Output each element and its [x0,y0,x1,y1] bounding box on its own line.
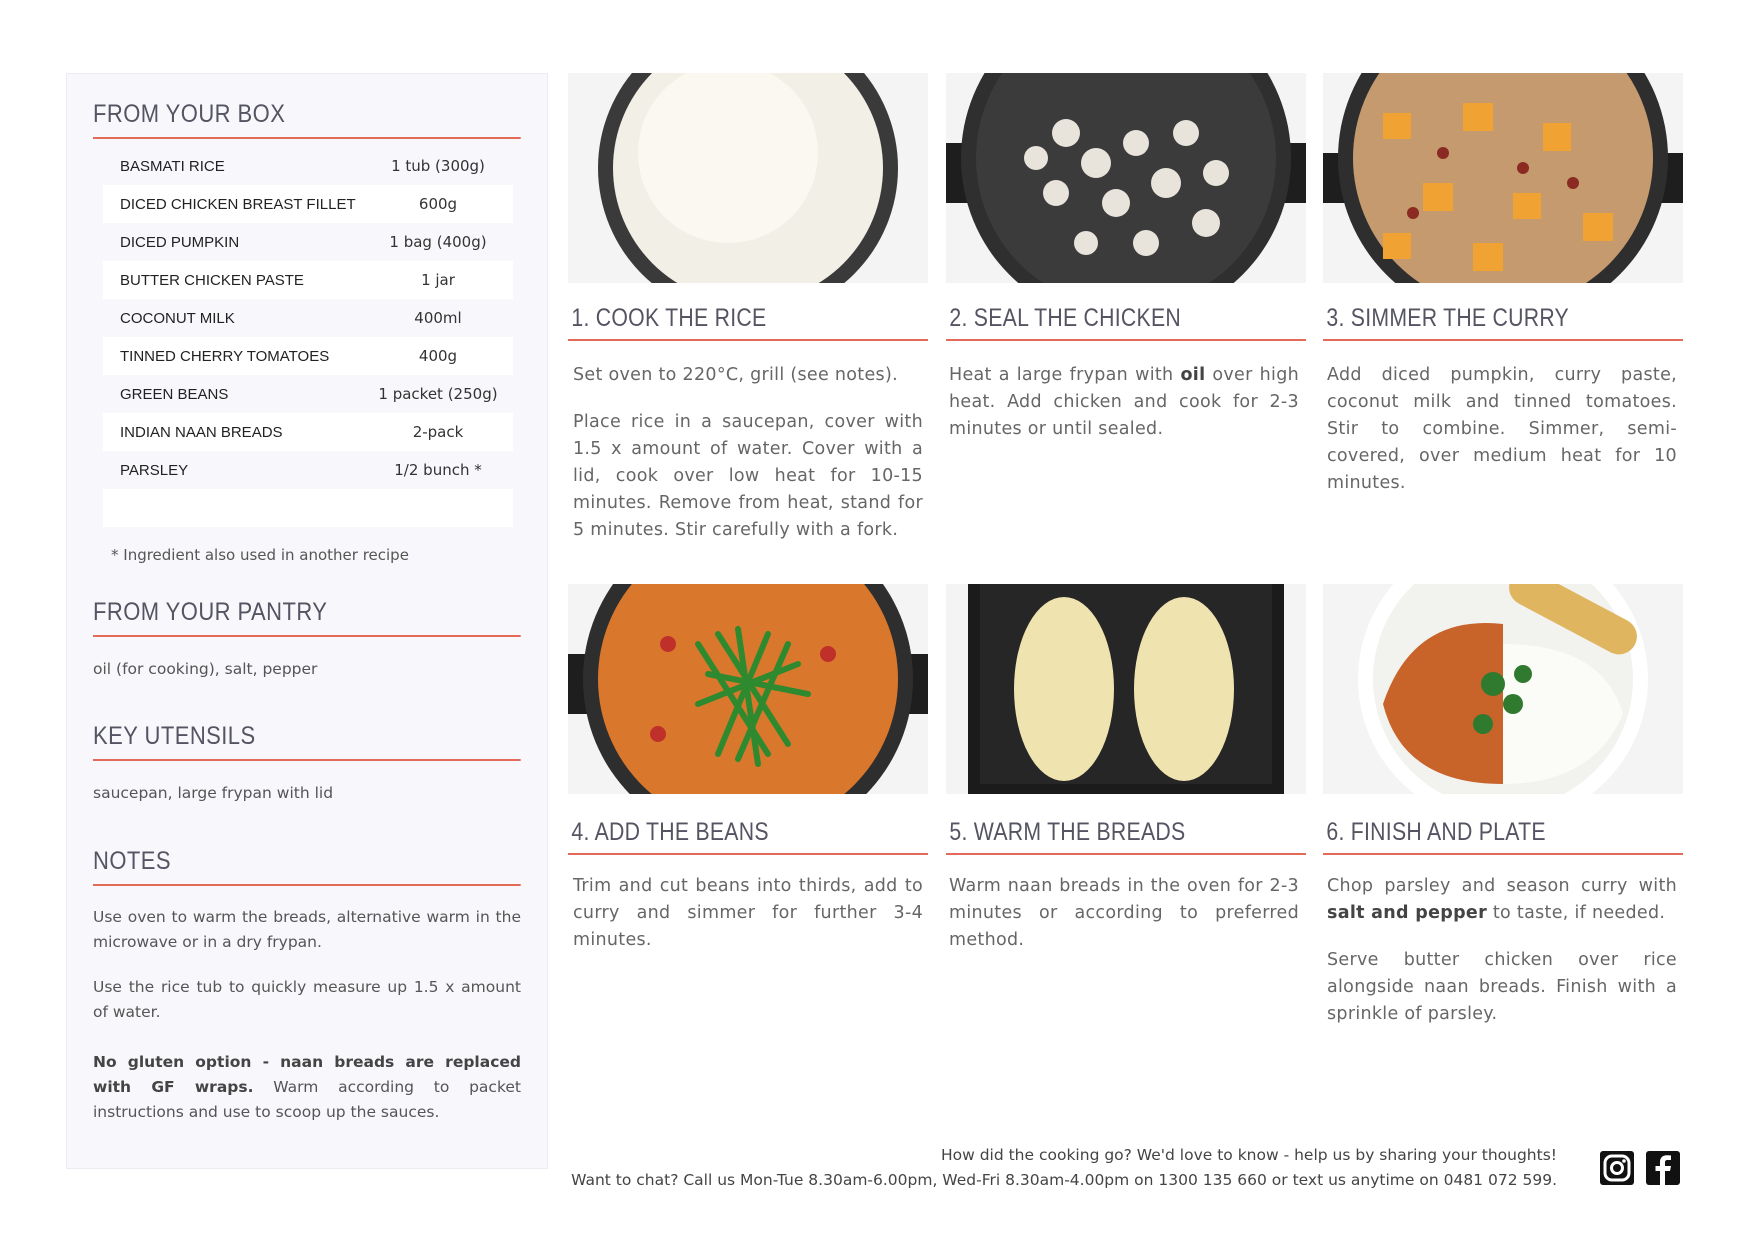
ingredient-name: DICED PUMPKIN [120,233,240,251]
step-6-para-1 [1327,873,1677,927]
instagram-icon[interactable] [1599,1150,1635,1186]
ingredient-name: PARSLEY [120,461,189,479]
step-5-title-text: 5. WARM THE BREADS [949,818,1186,846]
note-3-bold: No gluten option - naan breads are replaced with GF wraps. [93,1053,521,1096]
step-4-title-text: 4. ADD THE BEANS [571,818,769,846]
from-your-box-heading: FROM YOUR BOX [93,100,521,139]
table-row [103,299,513,337]
step-6-text-bold: salt and pepper [1327,903,1488,923]
note-2: Use the rice tub to quickly measure up 1.5 x amount of water. [93,978,521,1021]
note-1: Use oven to warm the breads, alternative warm in the microwave or in a dry frypan. [93,908,521,951]
step-3-para-1: Add diced pumpkin, curry paste, coconut milk and tinned tomatoes. Stir to combine. Simmer, semi-covered, over medium heat for 10 minutes. [1327,365,1677,493]
ingredient-name: DICED CHICKEN BREAST FILLET [120,195,356,213]
step-1-para-2: Place rice in a saucepan, cover with 1.5 x amount of water. Cover with a lid, cook over low heat for 10-15 minutes. Remove from heat, stand for 5 minutes. Stir carefully with a fork. [573,412,923,540]
step-4-title [568,818,928,855]
photo-naan-tray [946,584,1306,794]
step-2-text-c: over high heat. Add chicken and cook for 2-3 minutes or until sealed. [949,365,1299,439]
feedback-text: How did the cooking go? We'd love to know - help us by sharing your thoughts! [940,1146,1557,1164]
ingredient-qty: 600g [418,195,458,213]
pantry-text: oil (for cooking), salt, pepper [93,660,318,678]
table-row-empty [103,489,513,527]
step-3-title-text: 3. SIMMER THE CURRY [1326,304,1569,332]
step-1-title [568,304,928,341]
photo-chicken-frypan [946,73,1306,283]
key-utensils-heading: KEY UTENSILS [93,722,521,761]
step-6-title [1323,818,1683,855]
ingredient-qty: 1 packet (250g) [378,385,498,403]
step-1-text [573,362,923,564]
photo-beans-curry [568,584,928,794]
table-row [103,147,513,185]
ingredients-table [103,147,513,527]
notes-heading: NOTES [93,847,521,886]
ingredient-name: TINNED CHERRY TOMATOES [120,347,330,365]
ingredient-name: BASMATI RICE [120,157,225,175]
step-5-text [949,873,1299,974]
ingredient-qty: 1 jar [421,271,455,289]
table-row [103,337,513,375]
table-row [103,375,513,413]
step-6-title-text: 6. FINISH AND PLATE [1326,818,1546,846]
ingredient-qty: 1 bag (400g) [389,233,487,251]
step-2-text-a: Heat a large frypan with [949,365,1181,385]
step-5-para-1: Warm naan breads in the oven for 2-3 minutes or according to preferred method. [949,876,1299,950]
step-6-text [1327,873,1677,1048]
step-6-text-c: to taste, if needed. [1487,903,1666,923]
table-row [103,413,513,451]
step-2-text [949,362,1299,463]
ingredients-panel [66,73,548,1169]
utensils-text: saucepan, large frypan with lid [93,784,334,802]
step-2-title [946,304,1306,341]
photo-finished-plate [1323,584,1683,794]
ingredient-name: INDIAN NAAN BREADS [120,423,283,441]
step-3-text [1327,362,1677,517]
ingredient-qty: 1/2 bunch * [394,461,482,479]
step-2-text-bold: oil [1180,365,1206,385]
facebook-icon[interactable] [1645,1150,1681,1186]
step-1-title-text: 1. COOK THE RICE [571,304,767,332]
step-5-title [946,818,1306,855]
step-2-title-text: 2. SEAL THE CHICKEN [949,304,1181,332]
step-6-text-a: Chop parsley and season curry with [1327,876,1677,896]
note-3-rest: Warm according to packet instructions and use to scoop up the sauces. [93,1078,521,1121]
photo-simmering-curry [1323,73,1683,283]
step-3-title [1323,304,1683,341]
step-2-para-1 [949,362,1299,443]
contact-text: Want to chat? Call us Mon-Tue 8.30am-6.00pm, Wed-Fri 8.30am-4.00pm on 1300 135 660 or text us anytime on 0481 072 599. [571,1171,1557,1189]
ingredient-qty: 1 tub (300g) [391,157,485,175]
step-6-para-2: Serve butter chicken over rice alongside naan breads. Finish with a sprinkle of parsley. [1327,950,1677,1024]
table-row [103,451,513,489]
ingredient-name: GREEN BEANS [120,385,229,403]
ingredient-name: BUTTER CHICKEN PASTE [120,271,304,289]
table-row [103,185,513,223]
table-row [103,223,513,261]
from-your-pantry-heading: FROM YOUR PANTRY [93,598,521,637]
step-4-text [573,873,923,974]
step-4-para-1: Trim and cut beans into thirds, add to curry and simmer for further 3-4 minutes. [573,876,923,950]
ingredient-name: COCONUT MILK [120,309,235,327]
step-1-para-1: Set oven to 220°C, grill (see notes). [573,365,898,385]
photo-cooked-rice [568,73,928,283]
ingredient-qty: 400ml [414,309,462,327]
ingredient-footnote: * Ingredient also used in another recipe [111,546,409,564]
note-3 [93,1050,521,1125]
ingredient-qty: 400g [418,347,458,365]
ingredient-qty: 2-pack [412,423,464,441]
table-row [103,261,513,299]
